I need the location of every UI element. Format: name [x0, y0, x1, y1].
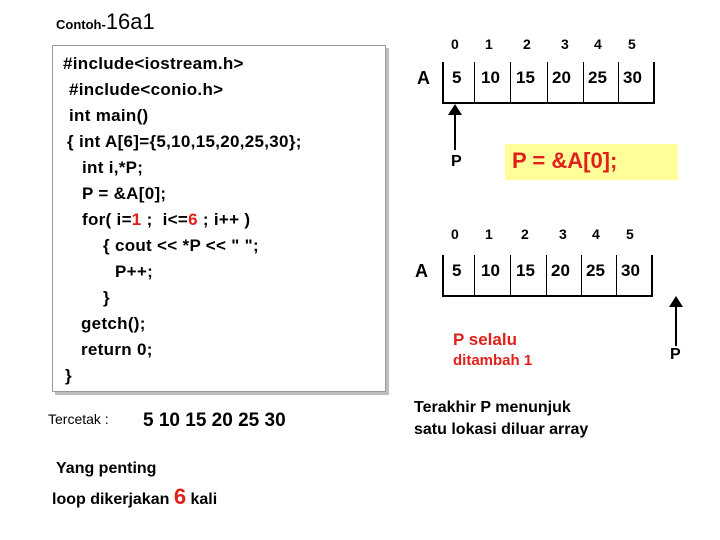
index-cell: 1 [485, 36, 493, 52]
array-cell-divider [616, 255, 617, 297]
array-value: 25 [586, 261, 605, 280]
pointer-arrow-up-icon [669, 296, 683, 346]
array-cell-divider [510, 62, 511, 104]
loop-end-value: 6 [188, 210, 198, 229]
array-border-right [653, 62, 655, 104]
index-cell: 2 [523, 36, 531, 52]
array-value: 20 [552, 68, 571, 87]
array-value: 10 [481, 68, 500, 87]
output-label: Tercetak : [48, 411, 109, 427]
code-line-9: P++; [115, 262, 154, 281]
code-line-11: getch(); [81, 314, 146, 333]
increment-note-line-2: ditambah 1 [453, 352, 533, 369]
index-cell: 4 [592, 226, 600, 242]
pointer-arrow-up-icon [448, 104, 462, 150]
array-cell-divider [618, 62, 619, 104]
index-cell: 4 [594, 36, 602, 52]
output-value: 5 10 15 20 25 30 [143, 410, 286, 431]
array-name: A [417, 68, 430, 88]
for-tail: ; i++ ) [197, 210, 251, 229]
index-cell: 2 [521, 226, 529, 242]
array-value: 30 [623, 68, 642, 87]
note-line-2 [52, 484, 217, 510]
code-line-5: int i,*P; [82, 158, 144, 177]
code-line-13: } [65, 366, 72, 385]
index-cell: 0 [451, 226, 459, 242]
array-cell-divider [510, 255, 511, 297]
pointer-assignment: P = &A[0]; [512, 148, 618, 173]
index-cell: 0 [451, 36, 459, 52]
index-cell: 3 [559, 226, 567, 242]
index-cell: 5 [626, 226, 634, 242]
code-line-7 [82, 210, 250, 230]
code-line-4: { int A[6]={5,10,15,20,25,30}; [67, 132, 302, 151]
title-prefix: Contoh- [56, 17, 106, 32]
array-value: 5 [452, 261, 462, 280]
final-note-line-2: satu lokasi diluar array [414, 421, 589, 438]
code-line-10: } [103, 288, 110, 307]
array-border-right [651, 255, 653, 297]
array-value: 10 [481, 261, 500, 280]
note-line-1: Yang penting [56, 460, 157, 477]
index-cell: 5 [628, 36, 636, 52]
code-line-1: #include<iostream.h> [63, 54, 244, 73]
array-value: 15 [516, 261, 535, 280]
note-text-b: kali [186, 491, 218, 508]
array-value: 15 [516, 68, 535, 87]
index-cell: 3 [561, 36, 569, 52]
code-line-6: P = &A[0]; [82, 184, 167, 203]
code-line-2: #include<conio.h> [69, 80, 224, 99]
title-number: 16a1 [105, 9, 155, 34]
loop-start-value: 1 [131, 210, 142, 229]
for-cond: ; i<= [141, 210, 189, 229]
code-line-8: { cout << *P << " "; [103, 236, 259, 255]
loop-count: 6 [173, 484, 187, 509]
array-value: 30 [621, 261, 640, 280]
array-cell-divider [581, 255, 582, 297]
array-cell-divider [547, 62, 548, 104]
array-border-left [442, 255, 444, 297]
for-head: for( i= [82, 210, 132, 229]
pointer-label: P [451, 153, 462, 170]
code-listing [52, 45, 386, 392]
final-note-line-1: Terakhir P menunjuk [414, 399, 571, 416]
array-cell-divider [474, 62, 475, 104]
array-value: 25 [588, 68, 607, 87]
increment-note-line-1: P selalu [453, 330, 517, 349]
array-cell-divider [474, 255, 475, 297]
array-cell-divider [546, 255, 547, 297]
array-value: 5 [452, 68, 462, 87]
index-cell: 1 [485, 226, 493, 242]
slide-title [56, 9, 155, 35]
array-name: A [415, 261, 428, 281]
array-border-left [442, 62, 444, 104]
array-value: 20 [551, 261, 570, 280]
pointer-label-outside: P [670, 346, 681, 363]
code-line-3: int main() [69, 106, 149, 125]
code-line-12: return 0; [81, 340, 153, 359]
note-text-a: loop dikerjakan [52, 491, 174, 508]
array-cell-divider [583, 62, 584, 104]
